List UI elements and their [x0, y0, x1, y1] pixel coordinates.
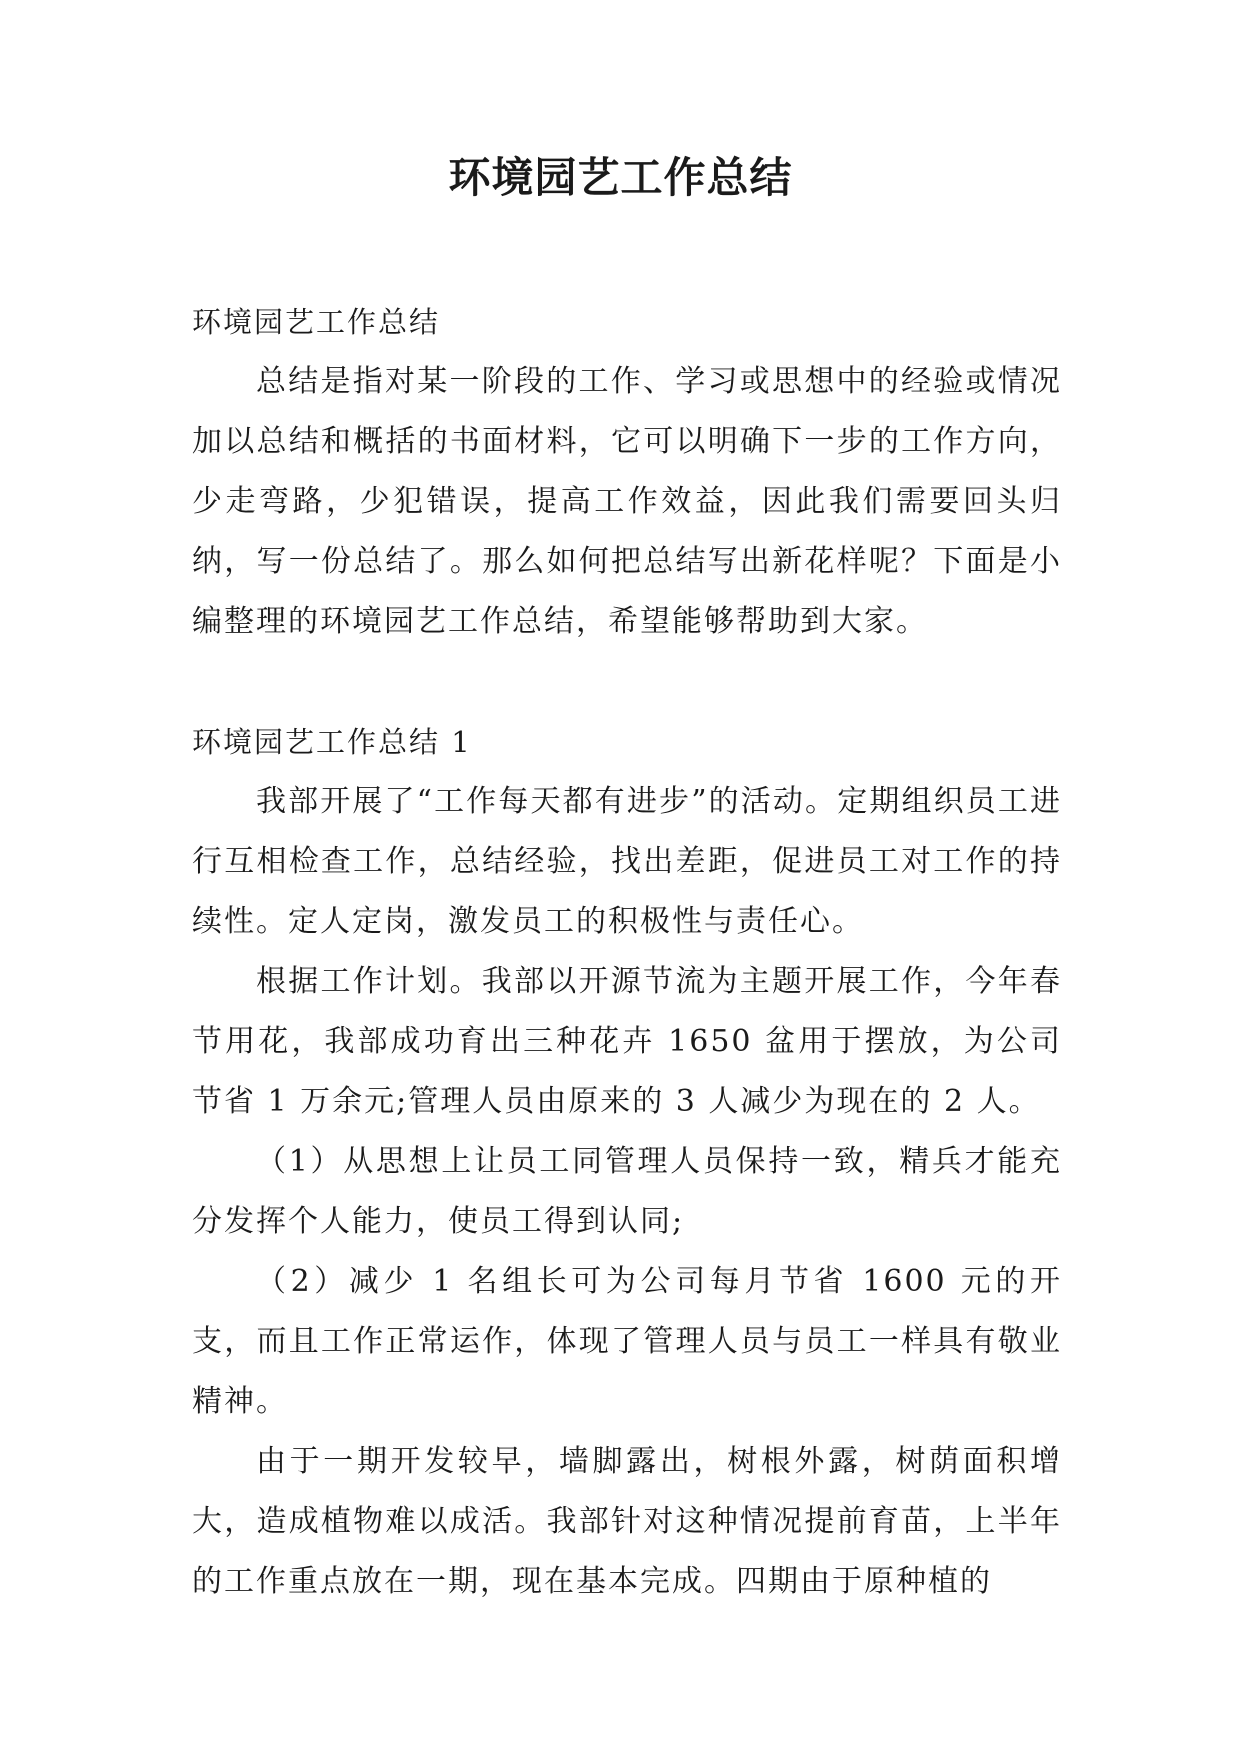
- intro-paragraph: 总结是指对某一阶段的工作、学习或思想中的经验或情况加以总结和概括的书面材料，它可以明确下一步的工作方向，少走弯路，少犯错误，提高工作效益，因此我们需要回头归纳，写一份总结了。那么如何把总结写出新花样呢？下面是小编整理的环境园艺工作总结，希望能够帮助到大家。: [192, 364, 1062, 639]
- paragraph-4: （2）减少 1 名组长可为公司每月节省 1600 元的开支，而且工作正常运作，体现了管理人员与员工一样具有敬业精神。: [192, 1264, 1062, 1419]
- section-heading: 环境园艺工作总结 1: [192, 725, 472, 759]
- section-spacer: [192, 652, 1062, 712]
- document-body: [192, 292, 1062, 1612]
- paragraph-1: 我部开展了“工作每天都有进步”的活动。定期组织员工进行互相检查工作，总结经验，找出差距，促进员工对工作的持续性。定人定岗，激发员工的积极性与责任心。: [192, 784, 1062, 939]
- paragraph-2: 根据工作计划。我部以开源节流为主题开展工作，今年春节用花，我部成功育出三种花卉 1650 盆用于摆放，为公司节省 1 万余元;管理人员由原来的 3 人减少为现在的 2 人。: [192, 964, 1062, 1119]
- paragraph-3: （1）从思想上让员工同管理人员保持一致，精兵才能充分发挥个人能力，使员工得到认同;: [192, 1144, 1062, 1239]
- document-title: 环境园艺工作总结: [448, 153, 793, 202]
- paragraph-5: 由于一期开发较早，墙脚露出，树根外露，树荫面积增大，造成植物难以成活。我部针对这种情况提前育苗，上半年的工作重点放在一期，现在基本完成。四期由于原种植的: [192, 1444, 1062, 1599]
- subtitle: 环境园艺工作总结: [192, 305, 441, 339]
